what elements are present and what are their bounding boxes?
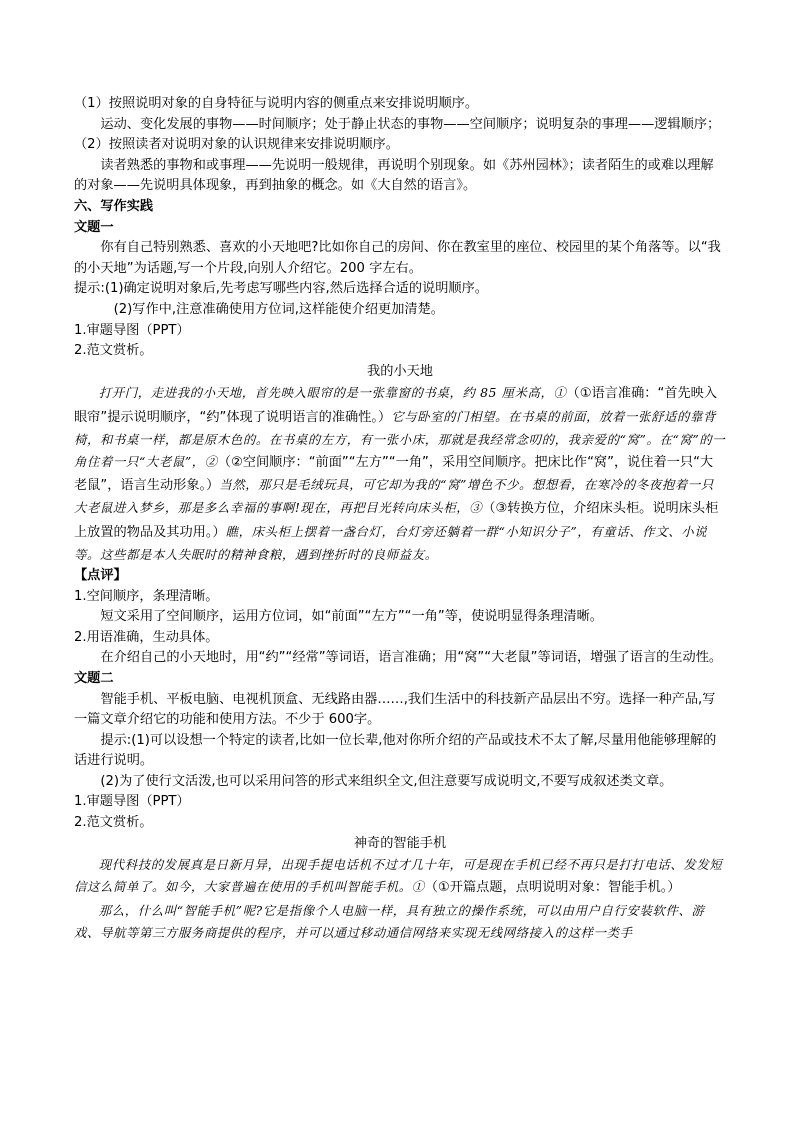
document-page — [74, 94, 726, 944]
order-item1-body: 运动、变化发展的事物——时间顺序；处于静止状态的事物——空间顺序；说明复杂的事理——逻辑顺序； — [100, 116, 721, 132]
essay1-sentence: 瞧，床头柜上摆着一盏台灯，台灯旁还躺着一群“小知识分子”，有童话、作文、小说等。这些都是本人失眠时的精神食粮，遇到挫折时的良师益友。 — [74, 523, 708, 562]
essay1-annotation: （③转换方位，介绍床头柜。说明床头柜上放置的物品及其功用。） — [74, 501, 719, 540]
topic2-heading: 文题二 — [74, 670, 114, 686]
order-item2-title: （2）按照读者对说明对象的认识规律来安排说明顺序。 — [74, 137, 399, 153]
essay2-paragraph — [74, 900, 726, 944]
topic2-step1: 1.审题导图（PPT） — [74, 794, 190, 810]
review-heading: 【点评】 — [74, 567, 127, 583]
review-point2-title: 2.用语准确，生动具体。 — [74, 629, 219, 645]
topic1-tip1: 提示:(1)确定说明对象后,先考虑写哪些内容,然后选择合适的说明顺序。 — [74, 281, 488, 297]
topic2-step2: 2.范文赏析。 — [74, 815, 153, 831]
review-point2-body: 在介绍自己的小天地时，用“约”“经常”等词语，语言准确；用“窝”“大老鼠”等词语，增强了语言的生动性。 — [100, 650, 723, 666]
review-point1-title: 1.空间顺序，条理清晰。 — [74, 588, 219, 604]
essay1-annotation: （①语言准确：“首先映入眼帘”提示说明顺序，“约”体现了说明语言的准确性。） — [74, 386, 718, 425]
topic1-step2: 2.范文赏析。 — [74, 343, 153, 359]
essay2-sentence: 那么，什么叫“智能手机”呢?它是指像个人电脑一样，具有独立的操作系统，可以由用户自行安装软件、游戏、导航等第三方服务商提供的程序，并可以通过移动通信网络来实现无线网络接入的这样一类手 — [74, 902, 705, 940]
essay1-title: 我的小天地 — [367, 363, 433, 379]
essay2-title: 神奇的智能手机 — [353, 835, 447, 851]
essay2-sentence: 现代科技的发展真是日新月异，出现手提电话机不过才几十年，可是现在手机已经不再只是打打电话、发发短信这么简单了。如今，大家普遍在使用的手机叫智能手机。① — [74, 857, 723, 895]
essay1-annotation: （②空间顺序：“前面”“左方”“一角”，采用空间顺序。把床比作“窝”，说住着一只“大老鼠”，语言生动形象。） — [74, 454, 714, 494]
topic1-step1: 1.审题导图（PPT） — [74, 322, 190, 338]
section-heading: 六、写作实践 — [74, 198, 154, 214]
review-point1-body: 短文采用了空间顺序，运用方位词，如“前面”“左方”“一角”等，使说明显得条理清晰。 — [100, 609, 603, 625]
essay1-sentence: 它与卧室的门相望。在书桌的前面，放着一张舒适的靠背椅，和书桌一样，都是原木色的。在书桌的左方，有一张小床，那就是我经常念叨的，我亲爱的“窝”。在“窝”的一角住着一只“大老鼠”，② — [74, 408, 726, 469]
topic1-heading: 文题一 — [74, 219, 114, 235]
topic1-tip2: (2)写作中,注意准确使用方位词,这样能使介绍更加清楚。 — [113, 301, 444, 317]
order-item1-title: （1）按照说明对象的自身特征与说明内容的侧重点来安排说明顺序。 — [74, 96, 479, 111]
topic2-prompt: 智能手机、平板电脑、电视机顶盒、无线路由器……,我们生活中的科技新产品层出不穷。选择一种产品,写一篇文章介绍它的功能和使用方法。不少于 600字。 — [74, 691, 716, 728]
order-item2-body: 读者熟悉的事物和或事理——先说明一般规律，再说明个别现象。如《苏州园林》；读者陌生的或难以理解的对象——先说明具体现象，再到抽象的概念。如《大自然的语言》。 — [74, 157, 714, 194]
essay2-annotation: （①开篇点题，点明说明对象：智能手机。） — [424, 880, 681, 896]
topic2-tip2: (2)为了使行文活泼,也可以采用问答的形式来组织全文,但注意要写成说明文,不要写成叙述类文章。 — [100, 773, 673, 789]
topic1-prompt: 你有自己特别熟悉、喜欢的小天地吧?比如你自己的房间、你在教室里的座位、校园里的某个角落等。以“我的小天地”为话题,写一个片段,向别人介绍它。200 字左右。 — [74, 240, 721, 276]
topic2-tip1: 提示:(1)可以设想一个特定的读者,比如一位长辈,他对你所介绍的产品或技术不太了解,尽量用他能够理解的话进行说明。 — [74, 732, 717, 769]
essay1-sentence: 打开门，走进我的小天地，首先映入眼帘的是一张靠窗的书桌，约 85 厘米高，① — [98, 385, 567, 401]
essay1-body — [74, 382, 726, 566]
essay1-sentence: 当然，那只是毛绒玩具，可它却为我的“窝”增色不少。想想看，在寒冷的冬夜抱着一只大老鼠进入梦乡，那是多么幸福的事啊!现在，再把目光转向床头柜，③ — [74, 477, 714, 516]
essay2-paragraph — [74, 854, 726, 899]
